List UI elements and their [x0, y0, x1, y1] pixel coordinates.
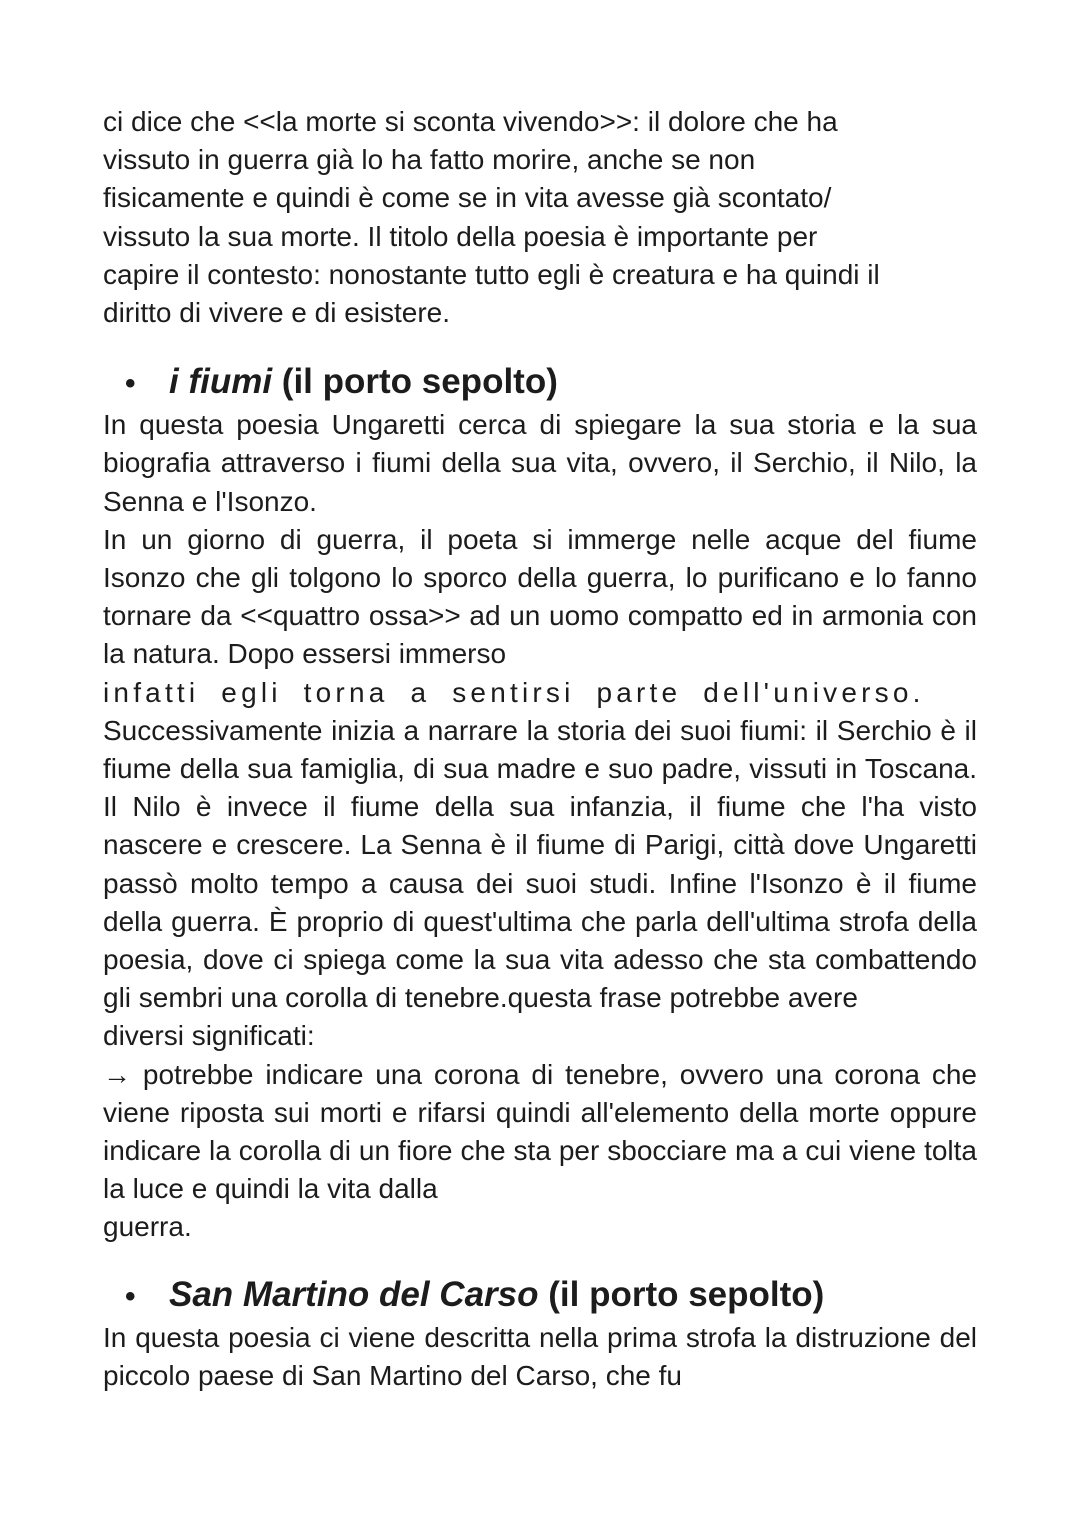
fiumi-paragraph-3: Successivamente inizia a narrare la storia dei suoi fiumi: il Serchio è il fiume della sua famiglia, di sua madre e suo padre, vissuti in Toscana. Il Nilo è invece il fiume della sua infanzia, il fiume che l'ha visto nascere e crescere. La Senna è il fiume di Parigi, città dove Ungaretti passò molto tempo a causa dei suoi studi. Infine l'Isonzo è il fiume della guerra. È proprio di quest'ultima che parla dell'ultima strofa della poesia, dove ci spiega come la sua vita adesso che sta combattendo gli sembri una corolla di tenebre.questa frase potrebbe avere — [103, 714, 977, 1014]
san-martino-paragraph-1: In questa poesia ci viene descritta nella prima strofa la distruzione del piccolo paese di San Martino del Carso, che fu — [103, 1321, 977, 1391]
fiumi-paragraph-4-last-line: guerra. — [103, 1211, 192, 1243]
heading-title: San Martino del Carso — [169, 1274, 539, 1314]
intro-line: ci dice che <<la morte si sconta vivendo>>: il dolore che ha — [103, 106, 838, 137]
fiumi-paragraph-4: → potrebbe indicare una corona di tenebre, ovvero una corona che viene riposta sui morti e rifarsi quindi all'elemento della morte oppure indicare la corolla di un fiore che sta per sbocciare ma a cui viene tolta la luce e quindi la vita dalla — [103, 1058, 977, 1205]
section-heading-fiumi — [103, 360, 977, 406]
intro-paragraph — [103, 103, 977, 332]
fiumi-paragraph-2: In un giorno di guerra, il poeta si immerge nelle acque del fiume Isonzo che gli tolgono lo sporco della guerra, lo purificano e lo fanno tornare da <<quattro ossa>> ad un uomo compatto ed in armonia con la natura. Dopo essersi immerso — [103, 523, 977, 670]
heading-subtitle: (il porto sepolto) — [272, 362, 558, 402]
fiumi-paragraph-2-spaced-line: infatti egli torna a sentirsi parte dell'universo. — [103, 676, 925, 708]
heading-subtitle: (il porto sepolto) — [538, 1274, 825, 1314]
heading-title: i fiumi — [169, 362, 273, 402]
bullet-icon: • — [125, 1279, 136, 1313]
intro-line: fisicamente e quindi è come se in vita avesse già scontato/ — [103, 182, 832, 214]
document-page — [103, 103, 977, 1395]
intro-line: vissuto la sua morte. Il titolo della poesia è importante per — [103, 220, 818, 252]
intro-line: diritto di vivere e di esistere. — [103, 297, 451, 329]
intro-line: capire il contesto: nonostante tutto egli è creatura e ha quindi il — [103, 258, 880, 290]
intro-line: vissuto in guerra già lo ha fatto morire, anche se non — [103, 144, 756, 176]
fiumi-paragraph-1: In questa poesia Ungaretti cerca di spiegare la sua storia e la sua biografia attraverso i fiumi della sua vita, ovvero, il Serchio, il Nilo, la Senna e l'Isonzo. — [103, 409, 977, 517]
bullet-icon: • — [125, 367, 136, 401]
section-heading-san-martino — [103, 1273, 977, 1319]
fiumi-paragraph-3-last-line: diversi significati: — [103, 1020, 315, 1052]
